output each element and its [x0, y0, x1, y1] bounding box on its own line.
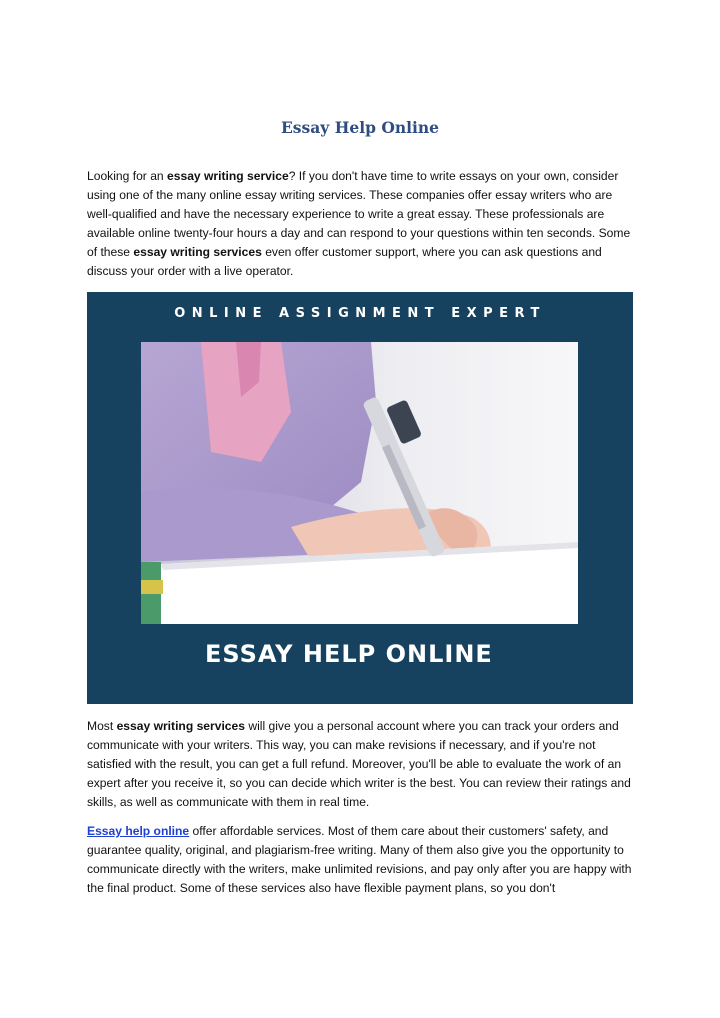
paragraph-affordable [87, 822, 635, 898]
text-run: even offer customer support, where you can ask questions and discuss your order with a live operator. [87, 245, 602, 278]
text-run: will give you a personal account where you can track your orders and communicate with your writers. This way, you can make revisions if necessary, and if you're not satisfied with the result, you can get a full refund. Moreover, you'll be able to evaluate the work of an expert after you receive it, so you can decide which writer is the best. You can review their ratings and skills, as well as communicate with them in real time. [87, 719, 631, 809]
paragraph-accounts [87, 717, 635, 812]
bold-phrase: essay writing services [133, 245, 262, 259]
text-run: offer affordable services. Most of them care about their customers' safety, and guarantee quality, original, and plagiarism-free writing. Many of them also give you the opportunity to communicate directly with the writers, make unlimited revisions, and pay only after you are happy with the final product. Some of these services also have flexible payment plans, so you don't [87, 824, 632, 895]
text-run: ? If you don't have time to write essays on your own, consider using one of the many online essay writing services. These companies offer essay writers who are well-qualified and have the necessary experience to write a great essay. These professionals are available online twenty-four hours a day and can respond to your questions within ten seconds. Some of these [87, 169, 631, 259]
bold-phrase: essay writing services [116, 719, 245, 733]
page-title: Essay Help Online [280, 118, 440, 137]
text-run: Most [87, 719, 117, 733]
banner-image [87, 292, 633, 704]
paragraph-intro [87, 167, 635, 281]
text-run: Looking for an [87, 169, 168, 183]
bold-phrase: essay writing service [167, 169, 289, 183]
essay-help-online-link[interactable]: Essay help online [87, 824, 190, 838]
banner-top-text: ONLINE ASSIGNMENT EXPERT [174, 306, 546, 321]
writing-photo [141, 342, 578, 624]
banner-bottom-text: ESSAY HELP ONLINE [205, 640, 493, 668]
